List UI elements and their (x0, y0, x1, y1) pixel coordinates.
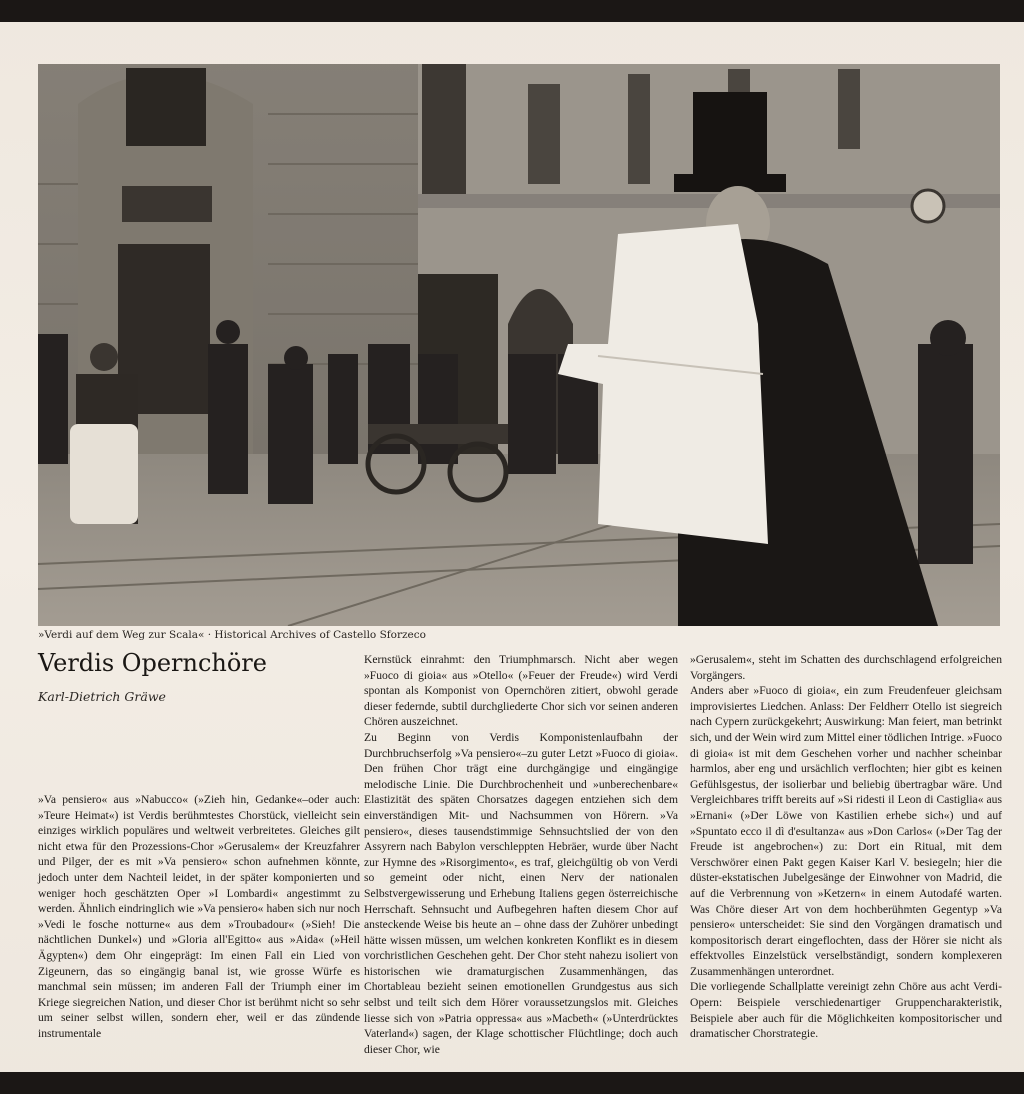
paragraph: »Va pensiero« aus »Nabucco« (»Zieh hin, Gedanke«–oder auch: »Teure Heimat«) ist Verdis berühmtestes Chorstück, vielleicht sein einziges wirklich populäres und weltweit verbreitetes. Gleiches gilt nicht etwa für den Prozessions-Chor »Gerusalem« der Kreuzfahrer und Pilger, der es mit »Va pensiero« schon aufnehmen könnte, jedoch unter dem Nachteil leidet, in der später komponierten und weniger hoch geschätzten Oper »I Lombardi« angestimmt zu werden. Ähnlich eindringlich wie »Va pensiero« haben sich nur noch »Vedi le fosche notturne« aus dem »Troubadour« (»Sieh! Die nächtlichen Dunkel«) und »Gloria all'Egitto« aus »Aida« (»Heil Ägypten«) dem Ohr eingeprägt: Im einen Fall ein Lied von Zigeunern, das so eingängig banal ist, wie grosse Würfe es manchmal sein müssen; im anderen Fall der Triumph einer im Kriege siegreichen Nation, und dieser Chor ist berühmt nicht so sehr um seiner selbst willen, sondern eher, weil er das zündende instrumentale (38, 793, 360, 1040)
text-column-1 (38, 792, 360, 1042)
article-author: Karl-Dietrich Gräwe (38, 689, 166, 704)
bottom-border (0, 1072, 1024, 1094)
paragraph: Anders aber »Fuoco di gioia«, ein zum Freudenfeuer gleichsam improvisiertes Liedchen. Anlass: Der Feldherr Otello ist siegreich nach Cypern zurückgekehrt; Auswirkung: Man feiert, man betrinkt sich, und der Wein wird zum Mittel einer tödlichen Intrige. »Fuoco di gioia« ist mit dem Geschehen vorher und nachher scheinbar harmlos, aber eng und ursächlich verflochten; hier gibt es keinen Gefühlsgestus, der isolierbar und beliebig übertragbar wäre. Und Vergleichbares trifft bereits auf »Si ridesti il Leon di Castiglia« aus »Ernani« (»Der Löwe von Kastilien erhebe sich«) und auf »Spuntato ecco il dì d'esultanza« aus »Don Carlos« (»Der Tag der Freude ist angebrochen«) zu: Dort ein Ritual, mit dem Verschwörer einen Pakt gegen Kaiser Karl V. besiegeln; hier die düster-ekstatischen Jubelgesänge der Einwohner von Madrid, die auf die Verbrennung von »Ketzern« in einem Autodafé warten. Was Chöre dieser Art von dem hochberühmten Gegentyp »Va pensiero« unterscheidet: Sie sind den Vorgängen dramatisch und kompositorisch derart eingeflochten, dass der Hörer sie nicht als effektvolles Einzelstück verselbständigt, sondern komplexeren Zusammenhängen unterordnet. (690, 684, 1002, 978)
paragraph: Zu Beginn von Verdis Komponistenlaufbahn der Durchbruchserfolg »Va pensiero«–zu guter Letzt »Fuoco di gioia«. Den frühen Chor trägt eine durchgängige und eingängige melodische Linie. Die Durchbrochenheit und »unberechenbare« Elastizität des späten Chorsatzes dagegen entziehen sich dem einverständigen Mit- und Nachsummen von Hörern. »Va pensiero«, dieses tausendstimmige Sehnsuchtslied der von den Assyrern nach Babylon verschleppten Hebräer, wurde über Nacht zur Hymne des »Risorgimento«, es traf, gleichgültig ob von Verdi so gemeint oder nicht, einen Nerv der nationalen Selbstvergewisserung und Erhebung Italiens gegen österreichische Herrschaft. Sehnsucht und Aufbegehren haften diesem Chor auf ansteckende Weise bis heute an – ohne dass der Zuhörer unbedingt hätte wissen müssen, um welchen konkreten Konflikt es in diesem vorchristlichen Geschehen geht. Der Chor steht nahezu isoliert von historischen wie dramaturgischen Zusammenhängen, das Chortableau bezieht seinen emotionellen Grundgestus aus sich selbst und teilt sich dem Hörer voraussetzungslos mit. Gleiches liesse sich von »Patria oppressa« aus »Macbeth« (»Unterdrücktes Vaterland«) sagen, der Klage schottischer Flüchtlinge; doch auch dieser Chor, wie (364, 730, 678, 1056)
photo-caption: »Verdi auf dem Weg zur Scala« · Historical Archives of Castello Sforzeco (38, 629, 426, 641)
text-column-3 (690, 652, 1002, 1042)
paragraph: Kernstück einrahmt: den Triumphmarsch. Nicht aber wegen »Fuoco di gioia« aus »Otello« (»Feuer der Freude«) wird Verdi spontan als Komponist von Opernchören zitiert, obwohl gerade dieser federnde, subtil durchgliederte Chor sich vor seinen anderen Chören auszeichnet. (364, 653, 678, 729)
article-title: Verdis Opernchöre (38, 649, 267, 677)
top-border (0, 0, 1024, 22)
text-column-2 (364, 652, 678, 1057)
paragraph: Die vorliegende Schallplatte vereinigt zehn Chöre aus acht Verdi-Opern: Beispiele verschiedenartiger Gruppencharakteristik, Beispiele aber auch für die Möglichkeiten kompositorischer und dramatischer Chorstrategie. (690, 980, 1002, 1041)
historical-photo (38, 64, 1000, 626)
paragraph: »Gerusalem«, steht im Schatten des durchschlagend erfolgreichen Vorgängers. (690, 653, 1002, 682)
street-scene-illustration (38, 64, 1000, 626)
